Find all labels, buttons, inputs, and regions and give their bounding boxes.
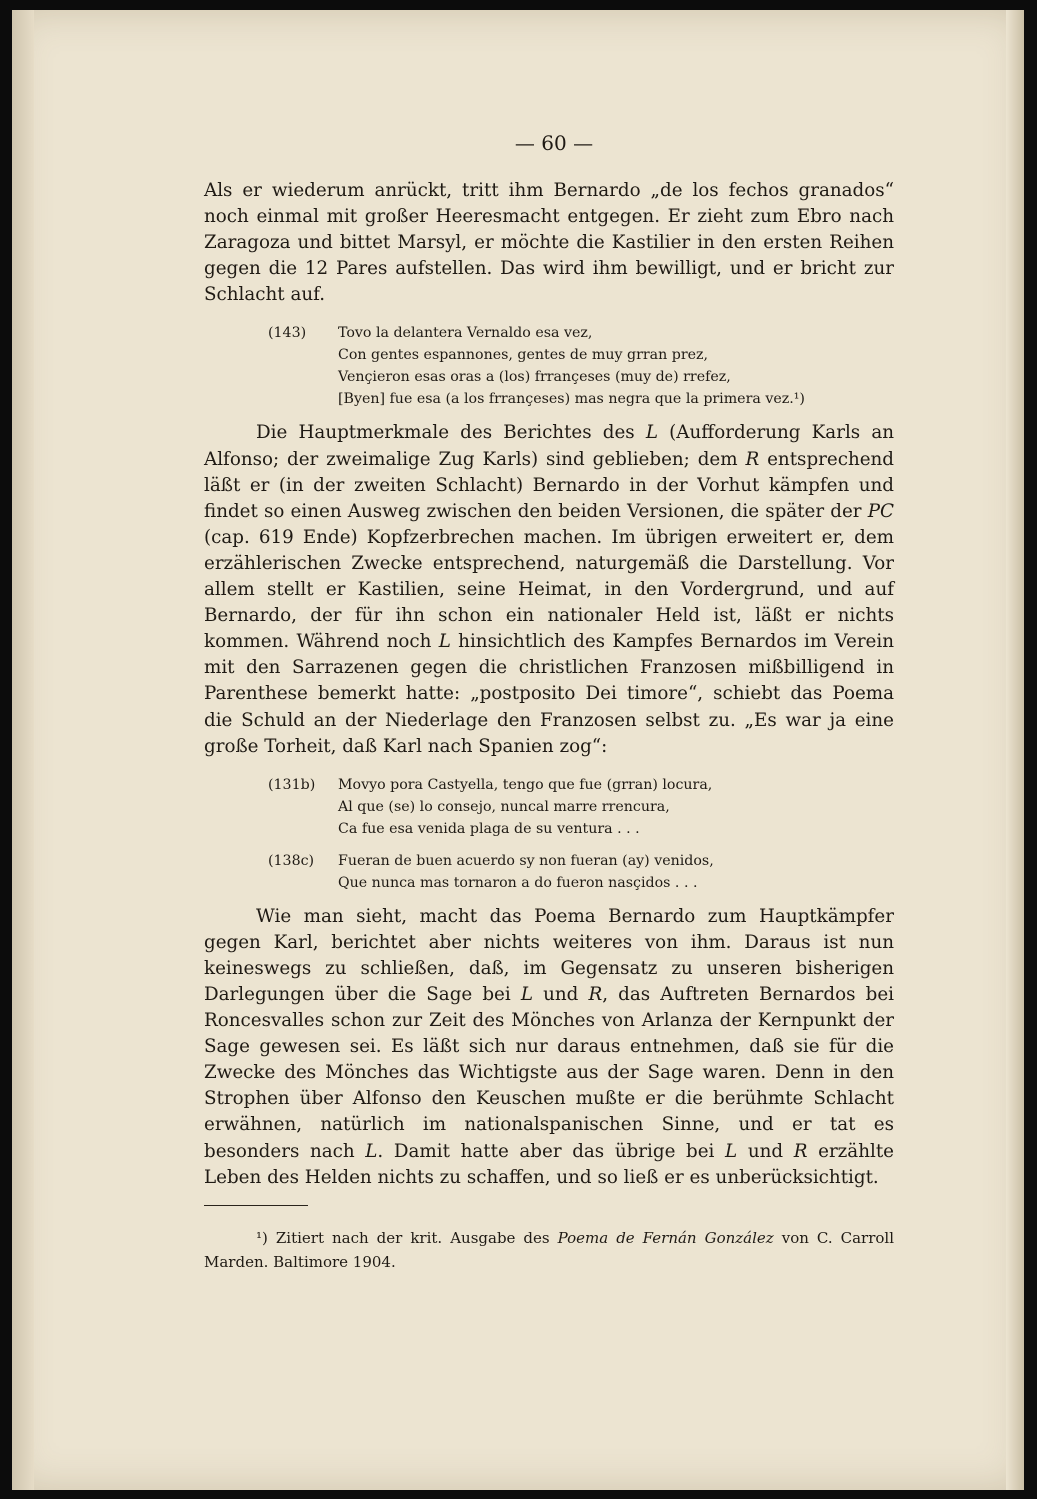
page-edge-left <box>12 10 34 1490</box>
page-number: — 60 — <box>514 131 594 155</box>
verse-text: Vençieron esas oras a (los) frrançeses (muy de) rrefez, <box>338 369 731 386</box>
text-run: Wie man sieht, macht das Poema Bernardo zum Hauptkämpfer gegen Karl, berichtet aber nichts weiteres von ihm. Daraus ist nun keineswegs zu schließen, daß, im Gegensatz zu unseren bisherigen Darlegungen über die Sage bei <box>204 905 894 1005</box>
page-edge-right <box>1006 10 1024 1490</box>
siglum-L: L <box>438 631 451 653</box>
verse-block-131b <box>268 774 894 894</box>
text-run: Die Hauptmerkmale des Berichtes des <box>256 422 646 444</box>
footnote <box>204 1226 894 1274</box>
paragraph-2 <box>204 420 894 759</box>
footnote-divider <box>204 1205 308 1206</box>
verse-line <box>268 774 894 796</box>
text-run: entsprechend läßt er (in der zweiten Schlacht) Bernardo in der Vorhut kämpfen und findet so einen Ausweg zwischen den beiden Versionen, die später der <box>204 448 895 522</box>
verse-line <box>268 366 894 388</box>
siglum-L: L <box>725 1140 738 1162</box>
verse-line <box>268 818 894 840</box>
text-run: (Aufforderung Karls an Alfonso; der zweimalige Zug Karls) sind geblieben; dem <box>204 422 894 470</box>
verse-text: Tovo la delantera Vernaldo esa vez, <box>338 325 593 342</box>
text-run: (cap. 619 Ende) Kopfzerbrechen machen. Im übrigen erweitert er, dem erzählerischen Zwecke entsprechend, naturgemäß die Darstellung. Vor allem stellt er Kastilien, seine Heimat, in den Vordergrund, und auf Bernardo, der für ihn schon ein nationaler Held ist, läßt er nichts kommen. Während noch <box>204 526 894 653</box>
verse-line <box>268 872 894 894</box>
text-run: hinsichtlich des Kampfes Bernardos im Verein mit den Sarrazenen gegen die christlichen Franzosen mißbilligend in Parenthese bemerkt hatte: „postposito Dei timore“, schiebt das Poema die Schuld an der Niederlage den Franzosen selbst zu. „Es war ja eine große Torheit, daß Karl nach Spanien zog“: <box>204 631 895 757</box>
verse-text: Que nunca mas tornaron a do fueron nasçidos . . . <box>338 874 698 891</box>
text-run: und <box>532 983 589 1005</box>
siglum-L: L <box>365 1140 378 1162</box>
siglum-R: R <box>793 1140 808 1162</box>
siglum-L: L <box>645 422 658 444</box>
verse-line <box>268 796 894 818</box>
paragraph-3 <box>204 904 894 1191</box>
verse-text: Movyo pora Castyella, tengo que fue (grran) locura, <box>338 776 713 793</box>
text-run: und <box>737 1140 794 1162</box>
book-page <box>12 10 1024 1490</box>
siglum-L: L <box>520 983 533 1005</box>
verse-text: Fueran de buen acuerdo sy non fueran (ay) venidos, <box>338 852 714 869</box>
text-run: , das Auftreten Bernardos bei Roncesvalles schon zur Zeit des Mönches von Arlanza der Kernpunkt der Sage gewesen sei. Es läßt sich nur daraus entnehmen, daß sie für die Zwecke des Mönches das Wichtigste aus der Sage waren. Denn in den Strophen über Alfonso den Keuschen mußte er die berühmte Schlacht erwähnen, natürlich im nationalspanischen Sinne, und er tat es besonders nach <box>204 983 894 1162</box>
text-run: erzählte Leben des Helden nichts zu schaffen, und so ließ er es unberücksichtigt. <box>204 1140 894 1188</box>
siglum-R: R <box>588 983 603 1005</box>
siglum-R: R <box>745 448 760 470</box>
verse-text: Con gentes espannones, gentes de muy grran prez, <box>338 347 709 364</box>
footnote-book-title: Poema de Fernán González <box>557 1228 774 1247</box>
text-run: ¹) Zitiert nach der krit. Ausgabe des <box>256 1228 558 1247</box>
page-content <box>204 128 894 1274</box>
siglum-PC: PC <box>867 500 894 522</box>
verse-line <box>268 344 894 366</box>
verse-text: [Byen] fue esa (a los frrançeses) mas negra que la primera vez.¹) <box>338 391 805 408</box>
verse-line <box>268 388 894 410</box>
text-run: von C. Carroll Marden. Baltimore 1904. <box>204 1228 894 1271</box>
verse-line <box>268 322 894 344</box>
verse-text: Al que (se) lo consejo, nuncal marre rrencura, <box>338 798 670 815</box>
paragraph-1: Als er wiederum anrückt, tritt ihm Bernardo „de los fechos granados“ noch einmal mit großer Heeresmacht entgegen. Er zieht zum Ebro nach Zaragoza und bittet Marsyl, er möchte die Kastilier in den ersten Reihen gegen die 12 Pares aufstellen. Das wird ihm bewilligt, und er bricht zur Schlacht auf. <box>204 180 894 306</box>
verse-number: (138c) <box>268 852 315 869</box>
text-run: . Damit hatte aber das übrige bei <box>377 1140 726 1162</box>
verse-block-143 <box>268 322 894 410</box>
verse-text: Ca fue esa venida plaga de su ventura . . . <box>338 820 640 837</box>
verse-number: (131b) <box>268 776 316 793</box>
verse-line <box>268 850 894 872</box>
verse-number: (143) <box>268 325 307 342</box>
